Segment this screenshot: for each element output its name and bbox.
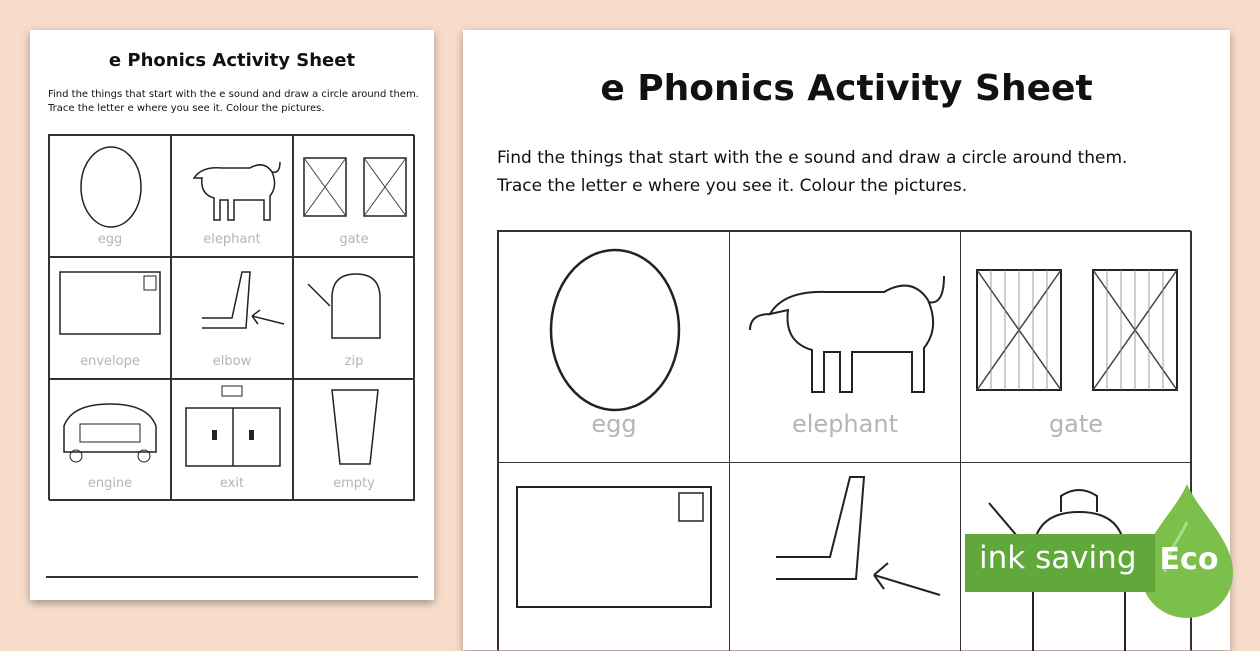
item-label: gate <box>1048 410 1104 438</box>
grid-cell <box>49 257 171 379</box>
item-label: zip <box>344 354 364 369</box>
ink-saving-eco-badge <box>965 482 1235 622</box>
grid-cell <box>171 135 293 257</box>
grid-cell <box>729 231 961 463</box>
item-label: gate <box>339 232 369 247</box>
grid-cell <box>49 379 171 501</box>
instructions <box>48 88 419 116</box>
item-label: elephant <box>203 232 261 247</box>
instruction-line: Find the things that start with the e sound and draw a circle around them. <box>497 148 1128 168</box>
grid-cell <box>171 379 293 501</box>
footer-bar <box>46 576 418 578</box>
instruction-line: Find the things that start with the e sound and draw a circle around them. <box>48 89 419 100</box>
grid-cell <box>729 462 961 651</box>
item-label: empty <box>333 476 375 491</box>
grid-cell <box>49 135 171 257</box>
instruction-line: Trace the letter e where you see it. Colour the pictures. <box>48 103 325 114</box>
item-label: envelope <box>80 354 140 369</box>
page-title: e Phonics Activity Sheet <box>600 68 1093 109</box>
page-title: e Phonics Activity Sheet <box>108 50 356 71</box>
item-label: elbow <box>212 354 252 369</box>
grid-cell <box>293 257 415 379</box>
instructions <box>497 144 1127 200</box>
eco-label: Eco <box>1159 542 1219 577</box>
item-label: egg <box>591 410 637 438</box>
grid-cell <box>960 231 1192 463</box>
instruction-line: Trace the letter e where you see it. Colour the pictures. <box>497 176 968 196</box>
item-label: engine <box>87 476 133 491</box>
grid-cell <box>293 379 415 501</box>
grid-cell <box>498 231 730 463</box>
elbow-icon <box>730 463 961 651</box>
item-label: egg <box>97 232 123 247</box>
item-label: elephant <box>792 410 898 438</box>
item-label: exit <box>219 476 245 491</box>
grid-cell <box>293 135 415 257</box>
picture-grid <box>48 134 414 500</box>
ink-saving-label: ink saving <box>979 540 1137 576</box>
worksheet-thumbnail <box>30 30 434 600</box>
envelope-icon <box>499 463 730 651</box>
grid-cell <box>171 257 293 379</box>
grid-cell <box>498 462 730 651</box>
